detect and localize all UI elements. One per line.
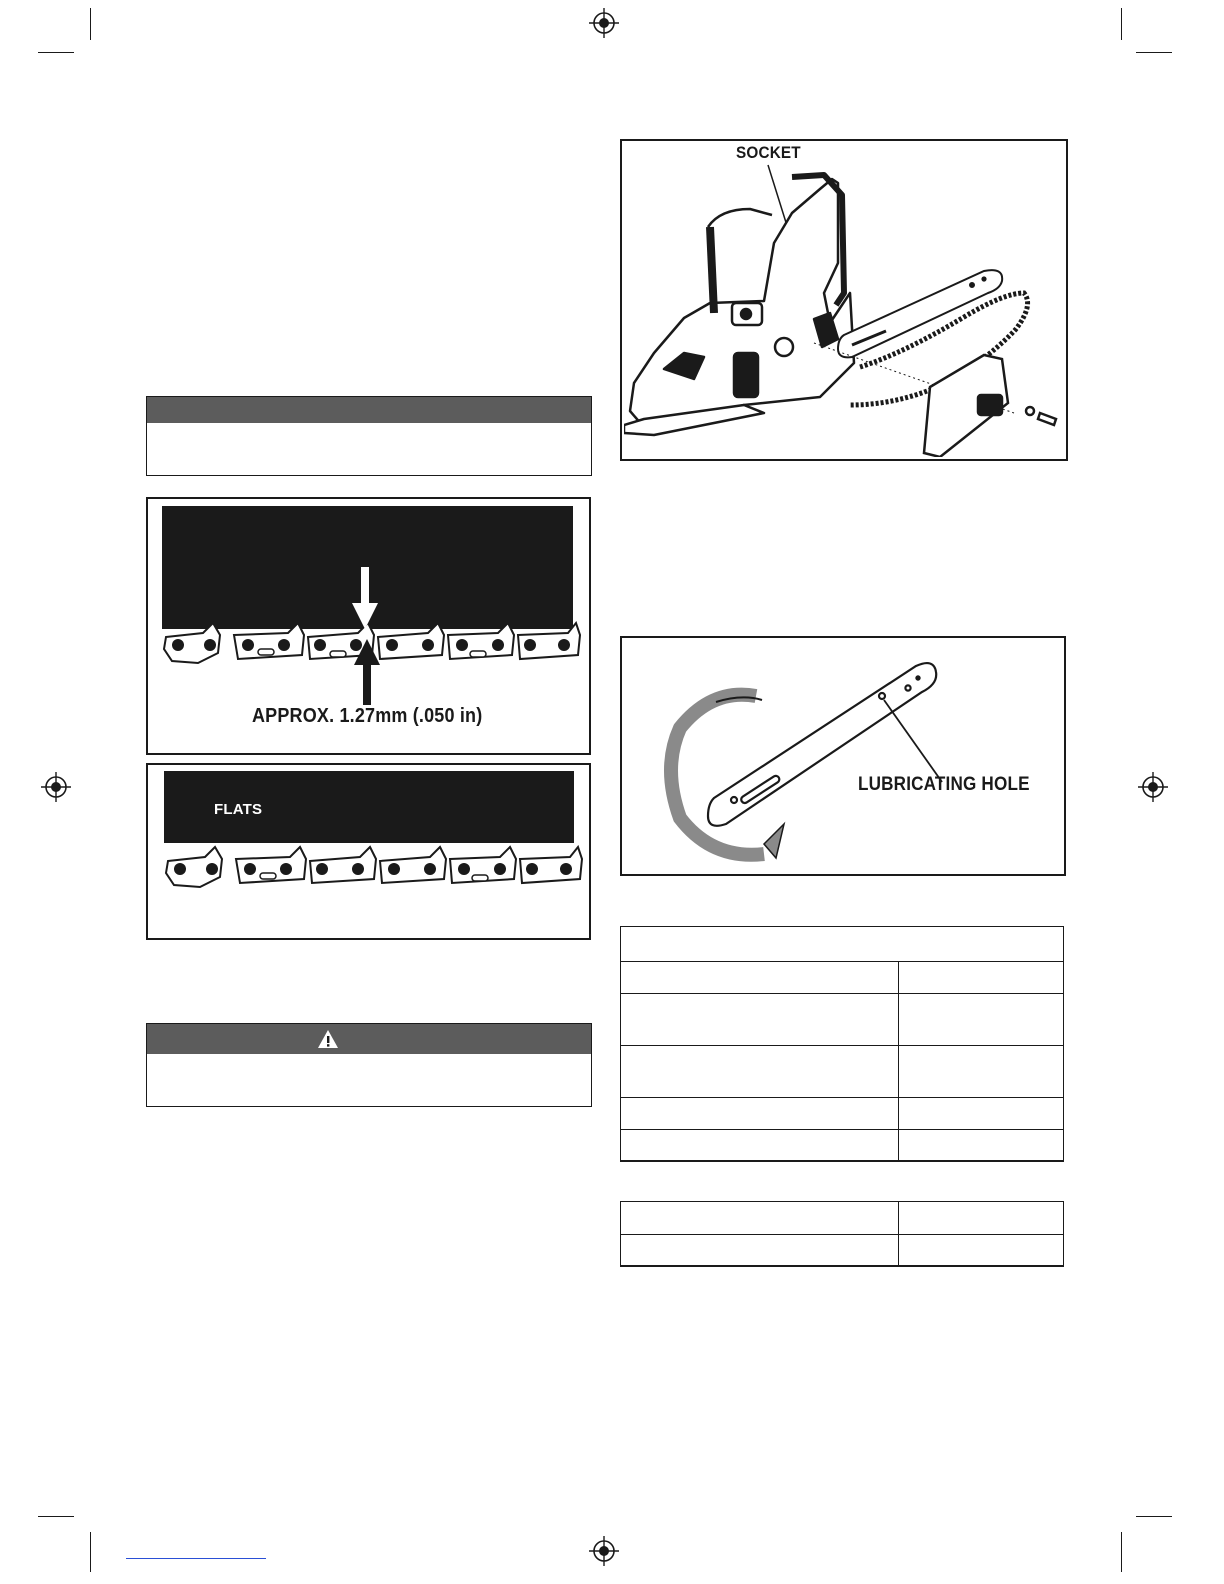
table-row xyxy=(621,993,1063,1046)
registration-mark-icon xyxy=(1138,772,1168,802)
chainsaw-assembly-figure xyxy=(620,139,1068,461)
table-row xyxy=(621,1097,1063,1130)
approx-label: APPROX. 1.27mm (.050 in) xyxy=(252,705,483,727)
socket-label: SOCKET xyxy=(736,143,801,162)
spec-table xyxy=(620,1201,1064,1267)
flats-label: FLATS xyxy=(214,801,263,818)
saw-chain-illustration xyxy=(160,845,585,899)
guide-bar-illustration xyxy=(652,648,972,868)
up-arrow-icon xyxy=(354,639,380,705)
notice-header-bar xyxy=(147,397,591,423)
registration-mark-icon xyxy=(589,8,619,38)
warning-box xyxy=(146,1023,592,1107)
crop-mark xyxy=(90,1532,91,1572)
warning-triangle-icon xyxy=(317,1029,339,1049)
table-row xyxy=(621,927,1063,962)
notice-box xyxy=(146,396,592,476)
crop-mark xyxy=(38,52,74,53)
depth-gauge-figure xyxy=(146,497,591,755)
bar-rotation-figure xyxy=(620,636,1066,876)
crop-mark xyxy=(1121,8,1122,40)
crop-mark xyxy=(1136,1516,1172,1517)
warning-header-bar xyxy=(147,1024,591,1054)
registration-mark-icon xyxy=(589,1536,619,1566)
spec-table xyxy=(620,926,1064,1162)
table-row xyxy=(621,1202,1063,1235)
table-row xyxy=(621,1045,1063,1098)
table-row xyxy=(621,961,1063,994)
crop-mark xyxy=(1136,52,1172,53)
flats-figure xyxy=(146,763,591,940)
table-column-divider xyxy=(898,1202,899,1265)
crop-mark xyxy=(90,8,91,40)
crop-mark xyxy=(38,1516,74,1517)
table-column-divider xyxy=(898,961,899,1160)
lubricating-hole-label: LUBRICATING HOLE xyxy=(858,774,1030,795)
registration-mark-icon xyxy=(41,772,71,802)
footer-link-line xyxy=(126,1558,266,1559)
down-arrow-icon xyxy=(352,567,378,631)
crop-mark xyxy=(1121,1532,1122,1572)
chainsaw-illustration xyxy=(624,143,1064,457)
